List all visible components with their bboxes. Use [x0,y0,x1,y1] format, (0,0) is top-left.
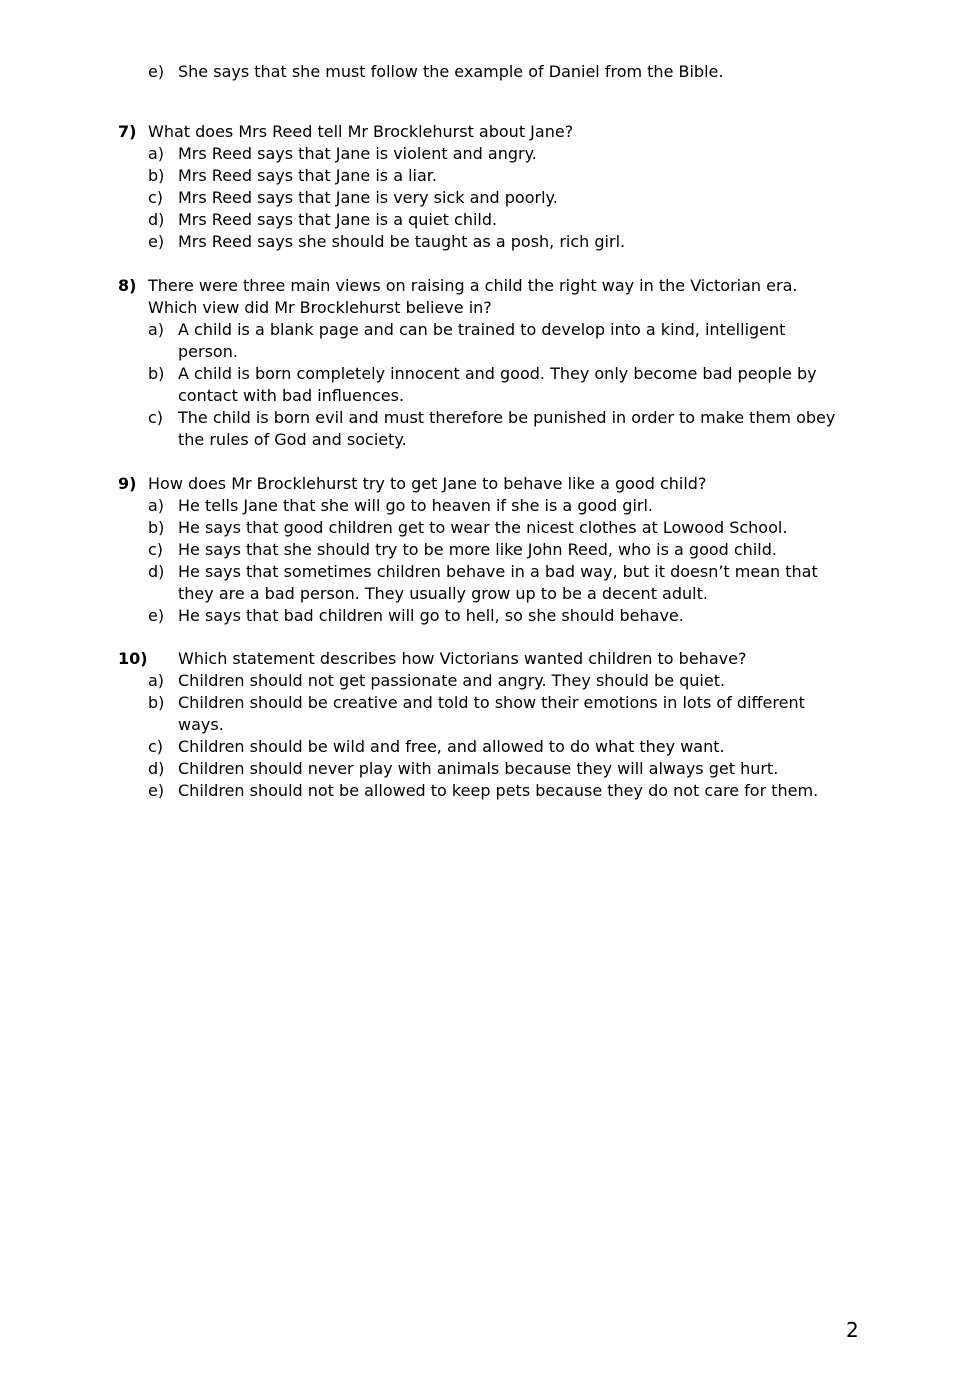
question-text: There were three main views on raising a child the right way in the Victorian era. [148,276,798,295]
page-number: 2 [846,1318,859,1342]
option-label: b) [148,693,165,712]
option-text: Mrs Reed says she should be taught as a posh, rich girl. [178,232,626,251]
option-label: b) [148,364,165,383]
option-text: Children should be creative and told to show their emotions in lots of different [178,693,805,712]
option-label: e) [148,62,165,81]
option-text: person. [178,342,238,361]
option-label: a) [148,144,165,163]
option-label: d) [148,759,165,778]
question-text: Which statement describes how Victorians wanted children to behave? [178,649,747,668]
option-text: Mrs Reed says that Jane is violent and angry. [178,144,537,163]
option-label: c) [148,540,164,559]
option-text: He says that she should try to be more like John Reed, who is a good child. [178,540,777,559]
question-text: What does Mrs Reed tell Mr Brocklehurst about Jane? [148,122,574,141]
option-text: Children should never play with animals because they will always get hurt. [178,759,779,778]
option-label: b) [148,166,165,185]
option-label: d) [148,210,165,229]
option-label: b) [148,518,165,537]
question-text: Which view did Mr Brocklehurst believe in? [148,298,492,317]
option-text: A child is born completely innocent and good. They only become bad people by [178,364,817,383]
option-label: c) [148,188,164,207]
option-label: c) [148,408,164,427]
option-text: Mrs Reed says that Jane is a quiet child. [178,210,498,229]
option-label: e) [148,606,165,625]
option-text: Children should not be allowed to keep pets because they do not care for them. [178,781,819,800]
option-label: d) [148,562,165,581]
option-text: A child is a blank page and can be trained to develop into a kind, intelligent [178,320,786,339]
option-text: He says that sometimes children behave in a bad way, but it doesn’t mean that [178,562,818,581]
option-label: a) [148,671,165,690]
option-text: Mrs Reed says that Jane is very sick and poorly. [178,188,558,207]
question-number: 8) [118,276,137,295]
question-number: 7) [118,122,137,141]
question-number: 9) [118,474,137,493]
option-text: Children should be wild and free, and allowed to do what they want. [178,737,725,756]
option-text: She says that she must follow the example of Daniel from the Bible. [178,62,724,81]
option-text: He tells Jane that she will go to heaven if she is a good girl. [178,496,653,515]
option-text: Children should not get passionate and angry. They should be quiet. [178,671,726,690]
option-label: e) [148,781,165,800]
option-text: the rules of God and society. [178,430,407,449]
option-text: contact with bad influences. [178,386,405,405]
option-label: e) [148,232,165,251]
option-text: ways. [178,715,224,734]
option-label: a) [148,496,165,515]
option-text: The child is born evil and must therefore be punished in order to make them obey [178,408,836,427]
option-text: Mrs Reed says that Jane is a liar. [178,166,437,185]
question-text: How does Mr Brocklehurst try to get Jane to behave like a good child? [148,474,707,493]
option-label: a) [148,320,165,339]
option-text: He says that bad children will go to hell, so she should behave. [178,606,684,625]
question-number: 10) [118,649,148,668]
option-text: He says that good children get to wear the nicest clothes at Lowood School. [178,518,788,537]
option-text: they are a bad person. They usually grow up to be a decent adult. [178,584,708,603]
option-label: c) [148,737,164,756]
